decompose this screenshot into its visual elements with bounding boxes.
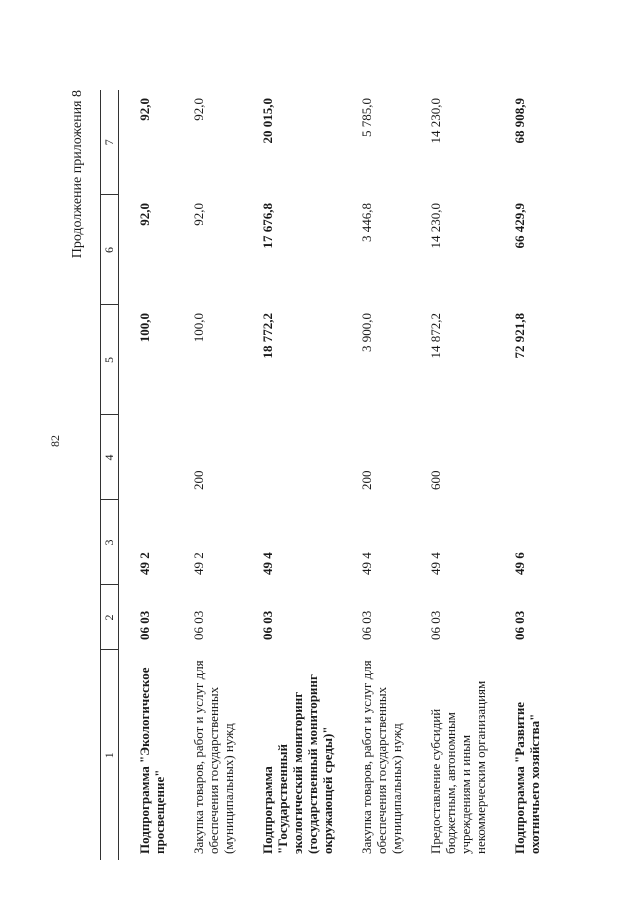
row-value-5: 100,0 <box>191 313 206 343</box>
row-value-7: 14 230,0 <box>428 98 443 144</box>
row-value-5: 72 921,8 <box>512 313 527 359</box>
row-section: 06 03 <box>191 610 206 640</box>
row-type: 200 <box>359 470 374 490</box>
row-value-6: 17 676,8 <box>260 203 275 249</box>
col-header-2: 2 <box>101 585 119 650</box>
row-type: 200 <box>191 470 206 490</box>
budget-table <box>100 90 548 860</box>
table-row <box>341 90 410 860</box>
row-target: 49 2 <box>191 552 206 575</box>
row-value-6: 3 446,8 <box>359 203 374 242</box>
row-section: 06 03 <box>260 610 275 640</box>
row-name: Предоставление субсидий бюджетным, автономным учреждениям и иным некоммерческим организациям <box>428 680 488 854</box>
row-value-5: 18 772,2 <box>260 313 275 359</box>
row-value-7: 92,0 <box>191 98 206 121</box>
row-name: Закупка товаров, работ и услуг для обеспечения государственных (муниципальных) нужд <box>191 660 236 854</box>
row-name: Подпрограмма "Развитие охотничьего хозяйства" <box>512 701 542 854</box>
row-value-6: 66 429,9 <box>512 203 527 249</box>
appendix-caption: Продолжение приложения 8 <box>70 90 85 259</box>
table-row <box>410 90 494 860</box>
row-name: Подпрограмма "Экологическое просвещение" <box>137 667 167 854</box>
col-header-3: 3 <box>101 500 119 585</box>
row-target: 49 6 <box>512 552 527 575</box>
table-row <box>173 90 242 860</box>
col-header-1: 1 <box>101 650 119 860</box>
row-target: 49 4 <box>260 552 275 575</box>
row-type: 600 <box>428 470 443 490</box>
header-row <box>101 90 119 860</box>
row-value-5: 14 872,2 <box>428 313 443 359</box>
row-name: Закупка товаров, работ и услуг для обеспечения государственных (муниципальных) нужд <box>359 660 404 854</box>
row-section: 06 03 <box>137 610 152 640</box>
row-name: Подпрограмма "Государственный экологический мониторинг (государственный мониторинг окружающей среды)" <box>260 674 335 854</box>
row-target: 49 4 <box>428 552 443 575</box>
col-header-6: 6 <box>101 195 119 305</box>
row-type <box>494 415 548 500</box>
row-value-6: 14 230,0 <box>428 203 443 249</box>
col-header-4: 4 <box>101 415 119 500</box>
col-header-7: 7 <box>101 90 119 195</box>
row-type <box>119 415 174 500</box>
table-row <box>119 90 174 860</box>
col-header-5: 5 <box>101 305 119 415</box>
row-section: 06 03 <box>428 610 443 640</box>
row-value-6: 92,0 <box>191 203 206 226</box>
row-value-7: 5 785,0 <box>359 98 374 137</box>
row-value-7: 20 015,0 <box>260 98 275 144</box>
table-row <box>242 90 341 860</box>
row-target: 49 2 <box>137 552 152 575</box>
row-value-7: 92,0 <box>137 98 152 121</box>
row-value-5: 3 900,0 <box>359 313 374 352</box>
row-section: 06 03 <box>512 610 527 640</box>
row-value-6: 92,0 <box>137 203 152 226</box>
row-target: 49 4 <box>359 552 374 575</box>
row-type <box>242 415 341 500</box>
row-value-5: 100,0 <box>137 313 152 343</box>
table-row <box>494 90 548 860</box>
row-section: 06 03 <box>359 610 374 640</box>
page-number: 82 <box>48 435 62 447</box>
row-value-7: 68 908,9 <box>512 98 527 144</box>
rotated-sheet <box>62 80 602 860</box>
